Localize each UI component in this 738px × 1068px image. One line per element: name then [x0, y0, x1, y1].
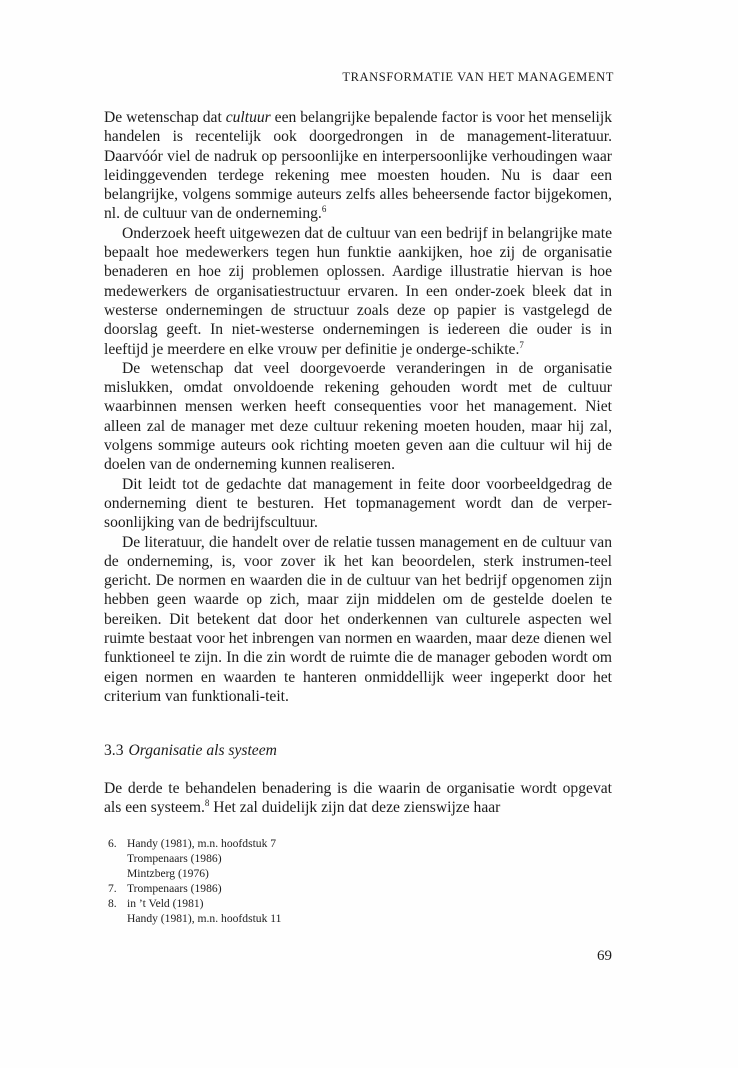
section-heading	[104, 742, 277, 760]
footnotes	[108, 836, 281, 926]
footnote-number: 7.	[108, 882, 117, 895]
footnote-6	[108, 836, 281, 881]
paragraph-5: De literatuur, die handelt over de relatie tussen management en de cultuur van de onderneming, is, voor zover ik het kan beoordelen, sterk instrumen-teel gericht. De normen en waarden die in de cultuur van het bedrijf opgenomen zijn hebben geen waarde op zich, maar zijn middelen om de gestelde doelen te bereiken. Dit betekent dat door het onderkennen van culturele aspecten wel ruimte bestaat voor het inbrengen van normen en waarden, maar deze dienen wel funktioneel te zijn. In die zin wordt de ruimte die de manager geboden wordt om eigen normen en waarden te hanteren onmiddellijk weer ingeperkt door het criterium van funktionali-teit.	[104, 533, 612, 705]
page-number: 69	[597, 948, 612, 964]
paragraph-6-text-end: Het zal duidelijk zijn dat deze zienswijze haar	[209, 799, 501, 817]
footnote-ref-8: 8	[204, 798, 210, 809]
main-text	[104, 108, 612, 706]
footnote-line: Mintzberg (1976)	[127, 867, 209, 880]
paragraph-6-text-start: De derde te behandelen benadering is die waarin de organisatie wordt opgevat als een systeem.	[104, 780, 612, 817]
running-header: TRANSFORMATIE VAN HET MANAGEMENT	[342, 70, 614, 84]
paragraph-1-text-end: een belangrijke bepalende factor is voor het menselijk handelen is recentelijk ook doorgedrongen in de management-literatuur. Daarvóór viel de nadruk op persoonlijke en interpersoonlijke verhoudingen waar leidinggevenden terdege rekening mee moesten houden. Nu is daar een belangrijke, volgens sommige auteurs zelfs alles beheersende factor bijgekomen, nl. de cultuur van de onderneming.	[104, 109, 613, 223]
footnote-line: Trompenaars (1986)	[127, 852, 222, 865]
footnote-number: 6.	[108, 837, 117, 850]
paragraph-2	[104, 224, 612, 359]
paragraph-2-text: Onderzoek heeft uitgewezen dat de cultuur van een bedrijf in belangrijke mate bepaalt hoe medewerkers tegen hun funktie aankijken, hoe zij de organisatie benaderen en hoe zij problemen oplossen. Aardige illustratie hiervan is hoe medewerkers de organisatiestructuur ervaren. In een onder-zoek bleek dat in westerse ondernemingen de structuur zoals deze op papier is vastgelegd de doorslag geeft. In niet-westerse ondernemingen is iedereen die ouder is in leeftijd je meerdere en elke vrouw per definitie je onderge-schikte.	[104, 224, 612, 358]
footnote-ref-7: 7	[519, 339, 524, 350]
footnote-line: Trompenaars (1986)	[127, 882, 222, 895]
footnote-line: Handy (1981), m.n. hoofdstuk 7	[127, 837, 277, 850]
section-title: Organisatie als systeem	[128, 742, 277, 759]
paragraph-4: Dit leidt tot de gedachte dat management in feite door voorbeeldgedrag de onderneming dient te besturen. Het topmanagement wordt dan de verper-soonlijking van de bedrijfscultuur.	[104, 475, 612, 532]
section-text	[104, 779, 612, 818]
footnote-8	[108, 896, 281, 926]
paragraph-6	[104, 779, 612, 818]
section-number: 3.3	[104, 742, 124, 759]
footnote-line: in ’t Veld (1981)	[127, 897, 204, 910]
footnote-line: Handy (1981), m.n. hoofdstuk 11	[127, 912, 282, 925]
paragraph-1-emphasis: cultuur	[225, 109, 271, 126]
paragraph-1	[104, 108, 612, 224]
footnote-number: 8.	[108, 897, 117, 910]
footnote-ref-6: 6	[321, 204, 327, 215]
paragraph-3: De wetenschap dat veel doorgevoerde veranderingen in de organisatie mislukken, omdat onvoldoende rekening gehouden wordt met de cultuur waarbinnen mensen werken heeft consequenties voor het management. Niet alleen zal de manager met deze cultuur rekening moeten houden, maar hij zal, volgens sommige auteurs ook richting moeten geven aan die cultuur wil hij de doelen van de onderneming kunnen realiseren.	[104, 359, 612, 474]
paragraph-1-text-start: De wetenschap dat	[104, 109, 226, 126]
footnote-7	[108, 881, 281, 896]
